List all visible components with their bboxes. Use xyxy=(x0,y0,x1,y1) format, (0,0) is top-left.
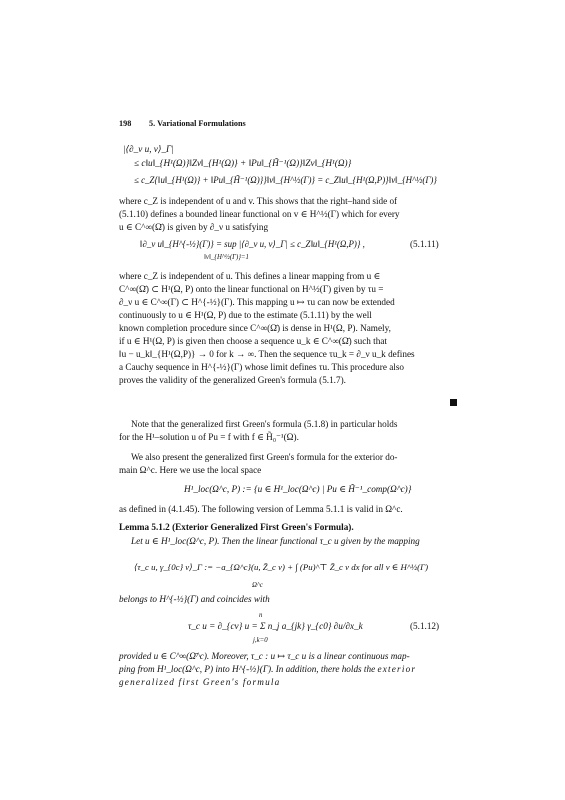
paragraph-line: where c_Z is independent of u and v. This shows that the right–hand side of xyxy=(119,196,398,206)
lemma-emphasis: exterior xyxy=(377,664,417,674)
lemma-line: provided u ∈ C^∞(Ω̄^c). Moreover, τ_c : u ↦ τ_c u is a linear continuous map- xyxy=(119,651,410,661)
paragraph-line: (5.1.10) defines a bounded linear functional on v ∈ H^½(Γ) which for every xyxy=(119,209,400,219)
running-header xyxy=(119,117,459,131)
equation-number: (5.1.12) xyxy=(410,621,440,631)
inequality-line-2: ≤ c‖u‖_{H¹(Ω)}‖Zv‖_{H¹(Ω)} + ‖Pu‖_{H̃⁻¹(Ω)}‖Zv‖_{H¹(Ω)} xyxy=(134,158,352,168)
paragraph-line: We also present the generalized first Green's formula for the exterior do- xyxy=(131,452,398,462)
paragraph-line: proves the validity of the generalized Green's formula (5.1.7). xyxy=(119,375,346,385)
paragraph-line: main Ω^c. Here we use the local space xyxy=(119,465,262,475)
equation-number: (5.1.11) xyxy=(410,239,439,249)
paragraph-line: for the H¹–solution u of Pu = f with f ∈ H̃₀⁻¹(Ω). xyxy=(119,432,299,442)
page-number: 198 xyxy=(119,119,132,128)
equation-exterior-functional: ⟨τ_c u, γ_{0c} v⟩_Γ := −a_{Ω^c}(u, Z̄_c v) + ∫ (Pu)^⊤ Z̄_c v dx for all v ∈ H^½(Γ) xyxy=(134,562,429,572)
paragraph-line: ‖u − u_k‖_{H¹(Ω,P)} → 0 for k → ∞. Then the sequence τu_k = ∂_ν u_k defines xyxy=(119,349,415,359)
lemma-line-text: ping from H¹_loc(Ω^c, P) into H^{-½}(Γ). In addition, there holds the xyxy=(119,664,376,674)
paragraph-line: where c_Z is independent of u. This defines a linear mapping from u ∈ xyxy=(119,271,381,281)
lemma-emphasis-line: generalized first Green's formula xyxy=(119,677,281,687)
lemma-line: belongs to H^{-½}(Γ) and coincides with xyxy=(119,594,270,604)
inequality-line-3: ≤ c_Z{‖u‖_{H¹(Ω)} + ‖Pu‖_{H̃⁻¹(Ω)}}‖v‖_{H^½(Γ)} = c_Z‖u‖_{H¹(Ω,P)}‖v‖_{H^½(Γ)} xyxy=(134,175,437,185)
lemma-title: Lemma 5.1.2 (Exterior Generalized First Green's Formula). xyxy=(119,522,354,532)
paragraph-line: ∂_ν u ∈ C^∞(Γ) ⊂ H^{-½}(Γ). This mapping u ↦ τu can now be extended xyxy=(119,297,395,307)
paragraph-line: if u ∈ H¹(Ω, P) is given then choose a sequence u_k ∈ C^∞(Ω̄) such that xyxy=(119,336,387,346)
chapter-title: 5. Variational Formulations xyxy=(149,119,246,128)
paragraph-line: as defined in (4.1.45). The following version of Lemma 5.1.1 is valid in Ω^c. xyxy=(119,504,403,514)
lemma-line: Let u ∈ H¹_loc(Ω^c, P). Then the linear functional τ_c u given by the mapping xyxy=(131,536,420,546)
paragraph-line: continuously to u ∈ H¹(Ω, P) due to the estimate (5.1.11) by the well xyxy=(119,310,372,320)
paragraph-line: a Cauchy sequence in H^{-½}(Γ) whose limit defines τu. This procedure also xyxy=(119,362,405,372)
sum-superscript: n xyxy=(259,612,263,619)
equation-5-1-12: τ_c u = ∂_{cν} u = Σ n_j a_{jk} γ_{c0} ∂u/∂x_k xyxy=(188,621,363,631)
end-of-proof-square xyxy=(450,399,457,406)
local-space-definition: H¹_loc(Ω^c, P) := {u ∈ H¹_loc(Ω^c) | Pu ∈ H̃⁻¹_comp(Ω^c)} xyxy=(184,484,412,494)
sum-subscript: j,k=0 xyxy=(253,637,268,644)
inequality-line-1: |⟨∂_ν u, v⟩_Γ| xyxy=(123,144,174,154)
equation-subscript: ‖v‖_{H^½(Γ)}=1 xyxy=(204,254,249,261)
paragraph-line: Note that the generalized first Green's formula (5.1.8) in particular holds xyxy=(131,419,398,429)
lemma-line xyxy=(119,663,459,676)
paragraph-line: u ∈ C^∞(Ω̄) is given by ∂_ν u satisfying xyxy=(119,222,269,232)
equation-5-1-11: ‖∂_ν u‖_{H^{-½}(Γ)} = sup |⟨∂_ν u, v⟩_Γ| ≤ c_Z‖u‖_{H¹(Ω,P)} , xyxy=(140,239,365,249)
paragraph-line: known completion procedure since C^∞(Ω̄) is dense in H¹(Ω, P). Namely, xyxy=(119,323,391,333)
integral-subscript: Ω^c xyxy=(252,582,263,589)
paragraph-line: C^∞(Ω̄) ⊂ H¹(Ω, P) onto the linear functional on H^½(Γ) given by τu = xyxy=(119,284,384,294)
